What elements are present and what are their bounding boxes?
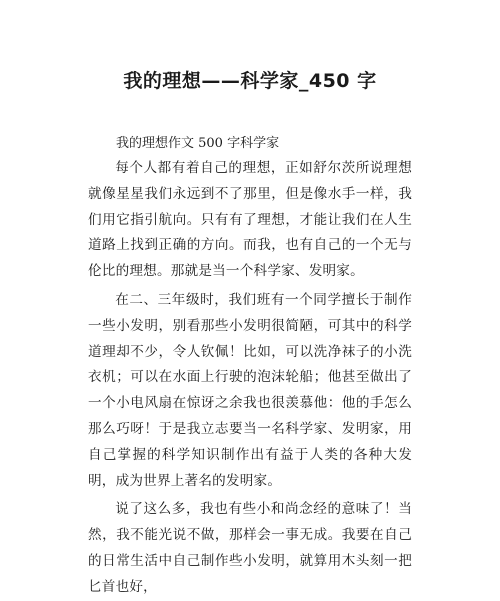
paragraph: 在二、三年级时，我们班有一个同学擅长于制作一些小发明，别看那些小发明很简陋，可其中的科学道理却不少，令人钦佩！比如，可以洗净袜子的小洗衣机；可以在水面上行驶的泡沫轮船；他甚至做出了一个小电风扇在惊讶之余我也很羡慕他：他的手怎么那么巧呀！于是我立志要当一名科学家、发明家，用自己掌握的科学知识制作出有益于人类的各种大发明，成为世界上著名的发明家。	[88, 291, 412, 489]
document-body	[88, 132, 412, 601]
document-title: 我的理想——科学家_450 字	[123, 70, 377, 92]
paragraph: 每个人都有着自己的理想，正如舒尔茨所说理想就像星星我们永远到不了那里，但是像水手一样，我们用它指引航向。只有有了理想，才能让我们在人生道路上找到正确的方向。而我，也有自己的一个无与伦比的理想。那就是当一个科学家、发明家。	[88, 160, 412, 280]
paragraph: 说了这么多，我也有些小和尚念经的意味了！当然，我不能光说不做，那样会一事无成。我要在自己的日常生活中自己制作些小发明，就算用木头刻一把匕首也好，	[88, 501, 412, 595]
document-subtitle: 我的理想作文 500 字科学家	[116, 136, 280, 151]
